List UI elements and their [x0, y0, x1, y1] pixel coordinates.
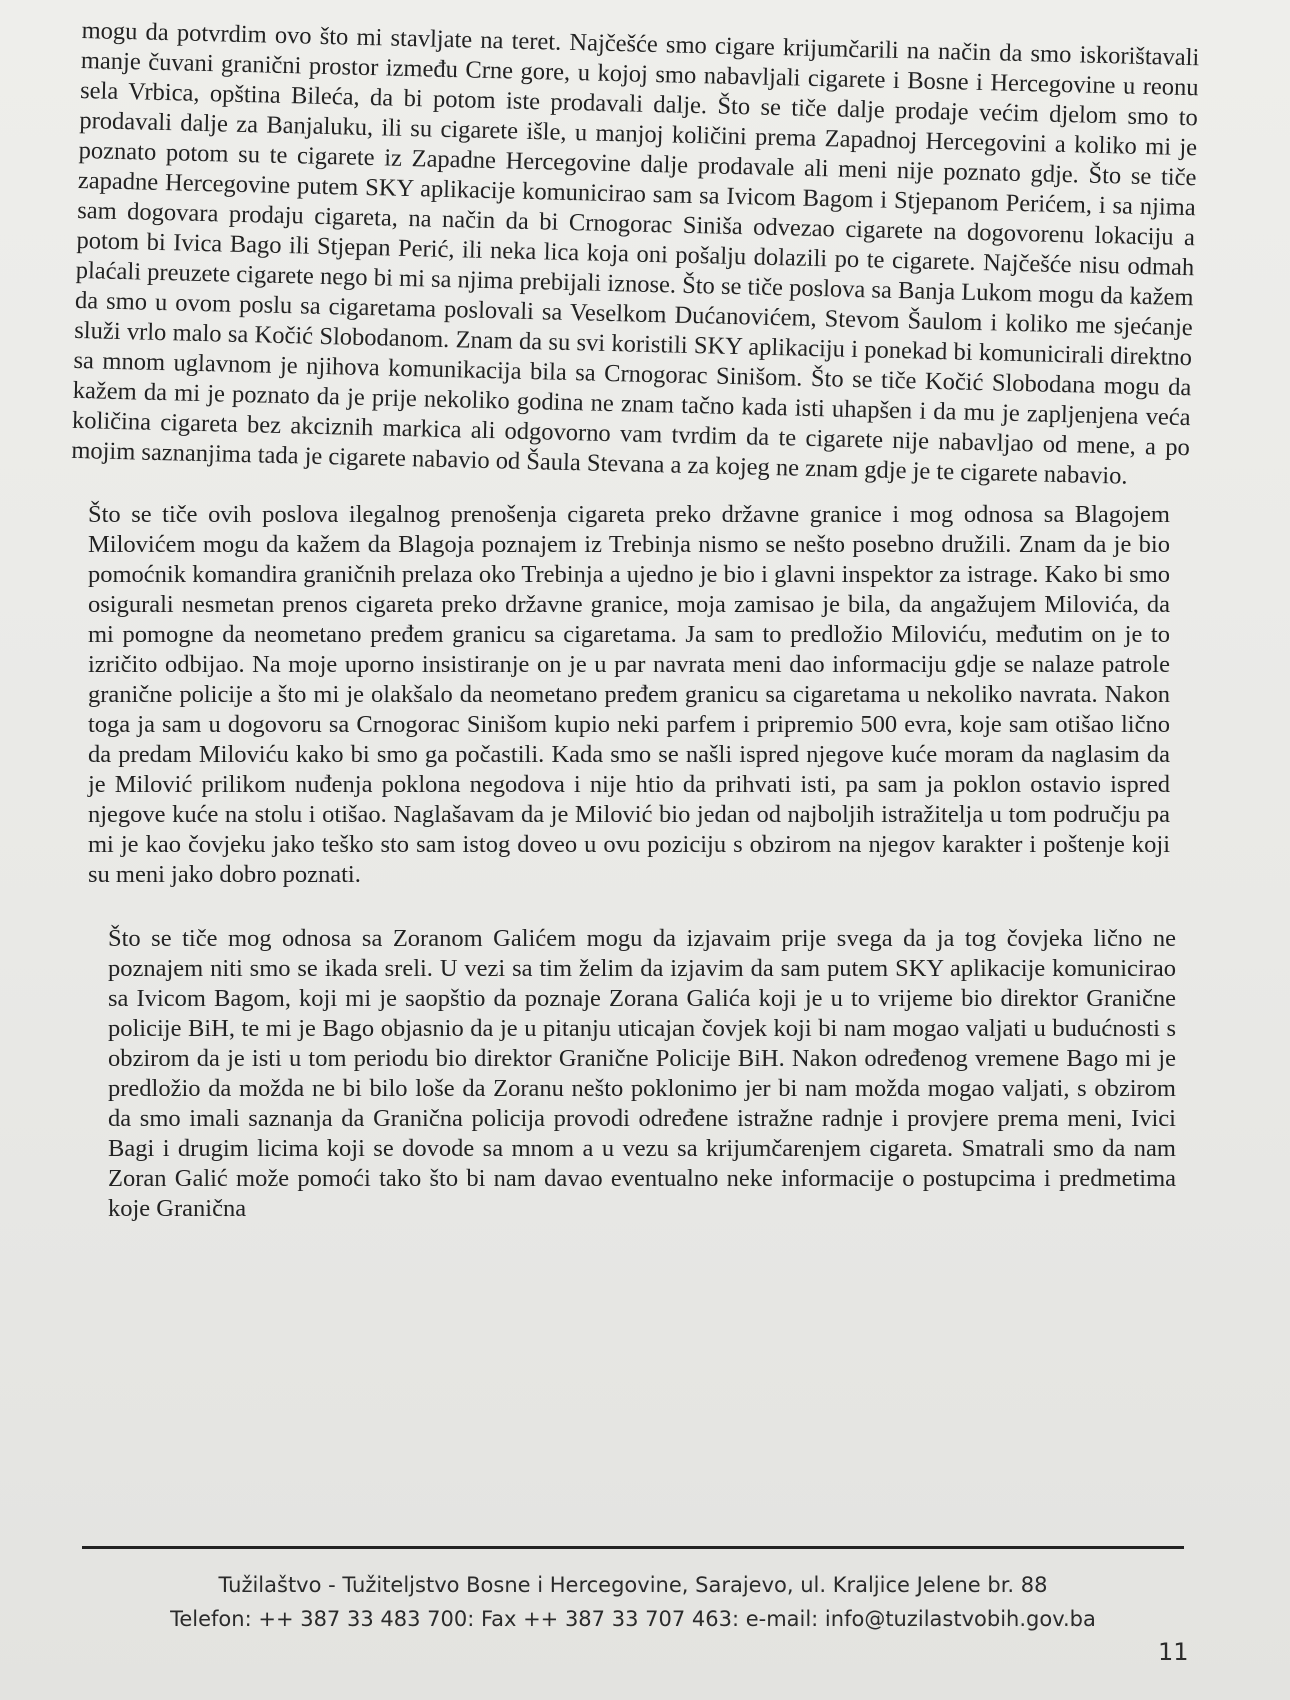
document-body: [71, 16, 1200, 1258]
paragraph-3: Što se tiče mog odnosa sa Zoranom Galićem mogu da izjavaim prije svega da ja tog čovjeka lično ne poznajem niti smo se ikada sreli. U vezi sa tim želim da izjavim da sam putem SKY aplikacije komunicirao sa Ivicom Bagom, koji mi je saopštio da poznaje Zorana Galića koji je u to vrijeme bio direktor Granične policije BiH, te mi je Bago objasnio da je u pitanju uticajan čovjek koji bi nam mogao valjati u budućnosti s obzirom da je isti u tom periodu bio direktor Granične Policije BiH. Nakon određenog vremene Bago mi je predložio da možda ne bi bilo loše da Zoranu nešto poklonimo jer bi nam možda mogao valjati, s obzirom da smo imali saznanja da Granična policija provodi određene istražne radnje i provjere prema meni, Ivici Bagi i drugim licima koji se dovode sa mnom a u vezu sa krijumčarenjem cigareta. Smatrali smo da nam Zoran Galić može pomoći tako što bi nam davao eventualno neke informacije o postupcima i predmetima koje Granična: [108, 925, 1176, 1222]
footer-contact: Telefon: ++ 387 33 483 700: Fax ++ 387 33 707 463: e-mail: info@tuzilastvobih.gov.ba: [170, 1607, 1096, 1631]
page-number: 11: [1158, 1638, 1189, 1666]
footer: [82, 1568, 1184, 1636]
footer-divider: [82, 1546, 1184, 1549]
paragraph-1: mogu da potvrdim ovo što mi stavljate na teret. Najčešće smo cigare krijumčarili na način da smo iskorištavali manje čuvani granični prostor između Crne gore, u kojoj smo nabavljali cigarete i Bosne i Hercegovine u reonu sela Vrbica, opština Bileća, da bi potom iste prodavali dalje. Što se tiče dalje prodaje većim djelom smo to prodavali dalje za Banjaluku, ili su cigarete išle, u manjoj količini prema Zapadnoj Hercegovini a koliko mi je poznato potom su te cigarete iz Zapadne Hercegovine dalje prodavale ali meni nije poznato gdje. Što se tiče zapadne Hercegovine putem SKY aplikacije komunicirao sam sa Ivicom Bagom i Stjepanom Perićem, i sa njima sam dogovara prodaju cigareta, na način da bi Crnogorac Siniša odvezao cigarete na dogovorenu lokaciju a potom bi Ivica Bago ili Stjepan Perić, ili neka lica koja oni pošalju dolazili po te cigarete. Najčešće nisu odmah plaćali preuzete cigarete nego bi mi sa njima prebijali iznose. Što se tiče poslova sa Banja Lukom mogu da kažem da smo u ovom poslu sa cigaretama poslovali sa Veselkom Dućanovićem, Stevom Šaulom i koliko me sjećanje služi vrlo malo sa Kočić Slobodanom. Znam da su svi koristili SKY aplikaciju i ponekad bi komunicirali direktno sa mnom uglavnom je njihova komunikacija bila sa Crnogorac Sinišom. Što se tiče Kočić Slobodana mogu da kažem da mi je poznato da je prije nekoliko godina ne znam tačno kada isti uhapšen i da mu je zapljenjena veća količina cigareta bez akciznih markica ali odgovorno vam tvrdim da te cigarete nije nabavljao od mene, a po mojim saznanjima tada je cigarete nabavio od Šaula Stevana a za kojeg ne znam gdje je te cigarete nabavio.: [71, 16, 1200, 490]
paragraph-2: Što se tiče ovih poslova ilegalnog prenošenja cigareta preko državne granice i mog odnosa sa Blagojem Milovićem mogu da kažem da Blagoja poznajem iz Trebinja nismo se nešto posebno družili. Znam da je bio pomoćnik komandira graničnih prelaza oko Trebinja a ujedno je bio i glavni inspektor za istrage. Kako bi smo osigurali nesmetan prenos cigareta preko državne granice, moja zamisao je bila, da angažujem Milovića, da mi pomogne da neometano pređem granicu sa cigaretama. Ja sam to predložio Miloviću, međutim on je to izričito odbijao. Na moje uporno insistiranje on je u par navrata meni dao informaciju gdje se nalaze patrole granične policije a što mi je olakšalo da neometano pređem granicu sa cigaretama u nekoliko navrata. Nakon toga ja sam u dogovoru sa Crnogorac Sinišom kupio neki parfem i pripremio 500 evra, koje sam otišao lično da predam Miloviću kako bi smo ga počastili. Kada smo se našli ispred njegove kuće moram da naglasim da je Milović prilikom nuđenja poklona negodova i nije htio da prihvati isti, pa sam ja poklon ostavio ispred njegove kuće na stolu i otišao. Naglašavam da je Milović bio jedan od najboljih istražitelja u tom području pa mi je kao čovjeku jako teško sto sam istog doveo u ovu poziciju s obzirom na njegov karakter i poštenje koji su meni jako dobro poznati.: [88, 501, 1170, 888]
footer-address: Tužilaštvo - Tužiteljstvo Bosne i Hercegovine, Sarajevo, ul. Kraljice Jelene br. 88: [218, 1573, 1048, 1597]
